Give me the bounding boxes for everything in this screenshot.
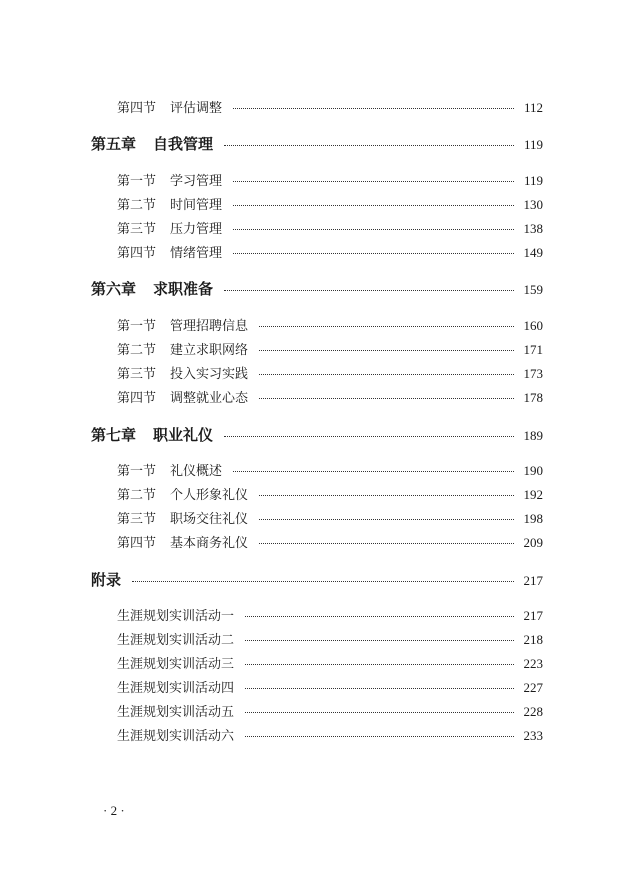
section-title: 调整就业心态 bbox=[170, 391, 249, 406]
toc-entry-chapter[interactable] bbox=[91, 424, 543, 445]
page-number: 198 bbox=[523, 511, 543, 526]
dot-leader bbox=[259, 518, 514, 520]
section-number: 第二节 bbox=[117, 343, 157, 358]
section-number: 第四节 bbox=[117, 246, 157, 261]
toc-entry-appendix-item[interactable] bbox=[117, 605, 543, 624]
page-number: 217 bbox=[523, 608, 543, 623]
section-number: 第二节 bbox=[117, 488, 157, 503]
section-title: 情绪管理 bbox=[170, 246, 223, 261]
dot-leader bbox=[259, 397, 514, 399]
page-number: 228 bbox=[523, 704, 543, 719]
toc-entry-appendix-item[interactable] bbox=[117, 725, 543, 744]
toc-entry-section[interactable] bbox=[117, 242, 543, 261]
page-number: 112 bbox=[523, 100, 543, 115]
section-title: 职场交往礼仪 bbox=[170, 512, 249, 527]
dot-leader bbox=[233, 180, 514, 182]
section-title: 建立求职网络 bbox=[170, 343, 249, 358]
toc-entry-appendix-item[interactable] bbox=[117, 701, 543, 720]
section-number: 第三节 bbox=[117, 222, 157, 237]
section-title: 个人形象礼仪 bbox=[170, 488, 249, 503]
section-number: 第四节 bbox=[117, 101, 157, 116]
page-number: 171 bbox=[523, 342, 543, 357]
chapter-number: 第六章 bbox=[91, 280, 137, 298]
dot-leader bbox=[259, 349, 514, 351]
toc-entry-section[interactable] bbox=[117, 339, 543, 358]
toc-entry-section[interactable] bbox=[117, 194, 543, 213]
toc-entry-chapter[interactable] bbox=[91, 278, 543, 299]
section-title: 基本商务礼仪 bbox=[170, 536, 249, 551]
section-number: 第一节 bbox=[117, 174, 157, 189]
toc-entry-section[interactable] bbox=[117, 363, 543, 382]
appendix-item-title: 生涯规划实训活动三 bbox=[117, 657, 235, 672]
appendix-item-title: 生涯规划实训活动六 bbox=[117, 729, 235, 744]
page-number: 119 bbox=[523, 137, 543, 152]
page-number: 173 bbox=[523, 366, 543, 381]
chapter-title: 求职准备 bbox=[153, 280, 214, 298]
section-title: 压力管理 bbox=[170, 222, 223, 237]
dot-leader bbox=[233, 252, 514, 254]
page-number: 160 bbox=[523, 318, 543, 333]
toc-entry-appendix[interactable] bbox=[91, 569, 543, 590]
section-title: 礼仪概述 bbox=[170, 464, 223, 479]
page-number: 233 bbox=[523, 728, 543, 743]
section-number: 第四节 bbox=[117, 536, 157, 551]
page-number: 189 bbox=[523, 428, 543, 443]
chapter-number: 第七章 bbox=[91, 426, 137, 444]
dot-leader bbox=[259, 494, 514, 496]
page-number: 209 bbox=[523, 535, 543, 550]
page-number: 138 bbox=[523, 221, 543, 236]
page-number: 227 bbox=[523, 680, 543, 695]
toc-entry-section[interactable] bbox=[117, 532, 543, 551]
toc-entry-section[interactable] bbox=[117, 218, 543, 237]
toc-entry-appendix-item[interactable] bbox=[117, 629, 543, 648]
toc-entry-appendix-item[interactable] bbox=[117, 653, 543, 672]
dot-leader bbox=[224, 144, 514, 146]
dot-leader bbox=[245, 735, 514, 737]
dot-leader bbox=[259, 325, 514, 327]
dot-leader bbox=[233, 107, 514, 109]
dot-leader bbox=[259, 373, 514, 375]
page-number: 159 bbox=[523, 282, 543, 297]
dot-leader bbox=[224, 289, 514, 291]
page-number: 223 bbox=[523, 656, 543, 671]
toc-entry-section[interactable] bbox=[117, 170, 543, 189]
page-number: 217 bbox=[523, 573, 543, 588]
dot-leader bbox=[259, 542, 514, 544]
page-number: 192 bbox=[523, 487, 543, 502]
page-number: 218 bbox=[523, 632, 543, 647]
dot-leader bbox=[233, 204, 514, 206]
toc-entry-section[interactable] bbox=[117, 460, 543, 479]
dot-leader bbox=[245, 711, 514, 713]
page-number: 149 bbox=[523, 245, 543, 260]
section-number: 第二节 bbox=[117, 198, 157, 213]
section-number: 第三节 bbox=[117, 367, 157, 382]
dot-leader bbox=[245, 687, 514, 689]
toc-entry-section[interactable] bbox=[117, 315, 543, 334]
toc-entry-chapter[interactable] bbox=[91, 133, 543, 154]
chapter-title: 自我管理 bbox=[153, 135, 214, 153]
section-number: 第三节 bbox=[117, 512, 157, 527]
page-number: 130 bbox=[523, 197, 543, 212]
toc-entry-section[interactable] bbox=[117, 387, 543, 406]
section-number: 第四节 bbox=[117, 391, 157, 406]
section-title: 投入实习实践 bbox=[170, 367, 249, 382]
section-title: 时间管理 bbox=[170, 198, 223, 213]
section-number: 第一节 bbox=[117, 464, 157, 479]
appendix-item-title: 生涯规划实训活动五 bbox=[117, 705, 235, 720]
page-number: 178 bbox=[523, 390, 543, 405]
chapter-title: 职业礼仪 bbox=[153, 426, 214, 444]
dot-leader bbox=[233, 470, 514, 472]
appendix-item-title: 生涯规划实训活动二 bbox=[117, 633, 235, 648]
section-title: 评估调整 bbox=[170, 101, 223, 116]
dot-leader bbox=[245, 615, 514, 617]
section-title: 学习管理 bbox=[170, 174, 223, 189]
toc-entry-section[interactable] bbox=[117, 484, 543, 503]
page-folio: · 2 · bbox=[103, 803, 125, 818]
dot-leader bbox=[245, 663, 514, 665]
page-number: 190 bbox=[523, 463, 543, 478]
section-number: 第一节 bbox=[117, 319, 157, 334]
dot-leader bbox=[233, 228, 514, 230]
dot-leader bbox=[132, 580, 514, 582]
toc-entry-appendix-item[interactable] bbox=[117, 677, 543, 696]
appendix-item-title: 生涯规划实训活动四 bbox=[117, 681, 235, 696]
appendix-title: 附录 bbox=[91, 571, 122, 589]
toc-entry-section[interactable] bbox=[117, 508, 543, 527]
dot-leader bbox=[224, 435, 514, 437]
appendix-item-title: 生涯规划实训活动一 bbox=[117, 609, 235, 624]
section-title: 管理招聘信息 bbox=[170, 319, 249, 334]
dot-leader bbox=[245, 639, 514, 641]
chapter-number: 第五章 bbox=[91, 135, 137, 153]
toc-entry-section[interactable] bbox=[117, 97, 543, 116]
page-number: 119 bbox=[523, 173, 543, 188]
